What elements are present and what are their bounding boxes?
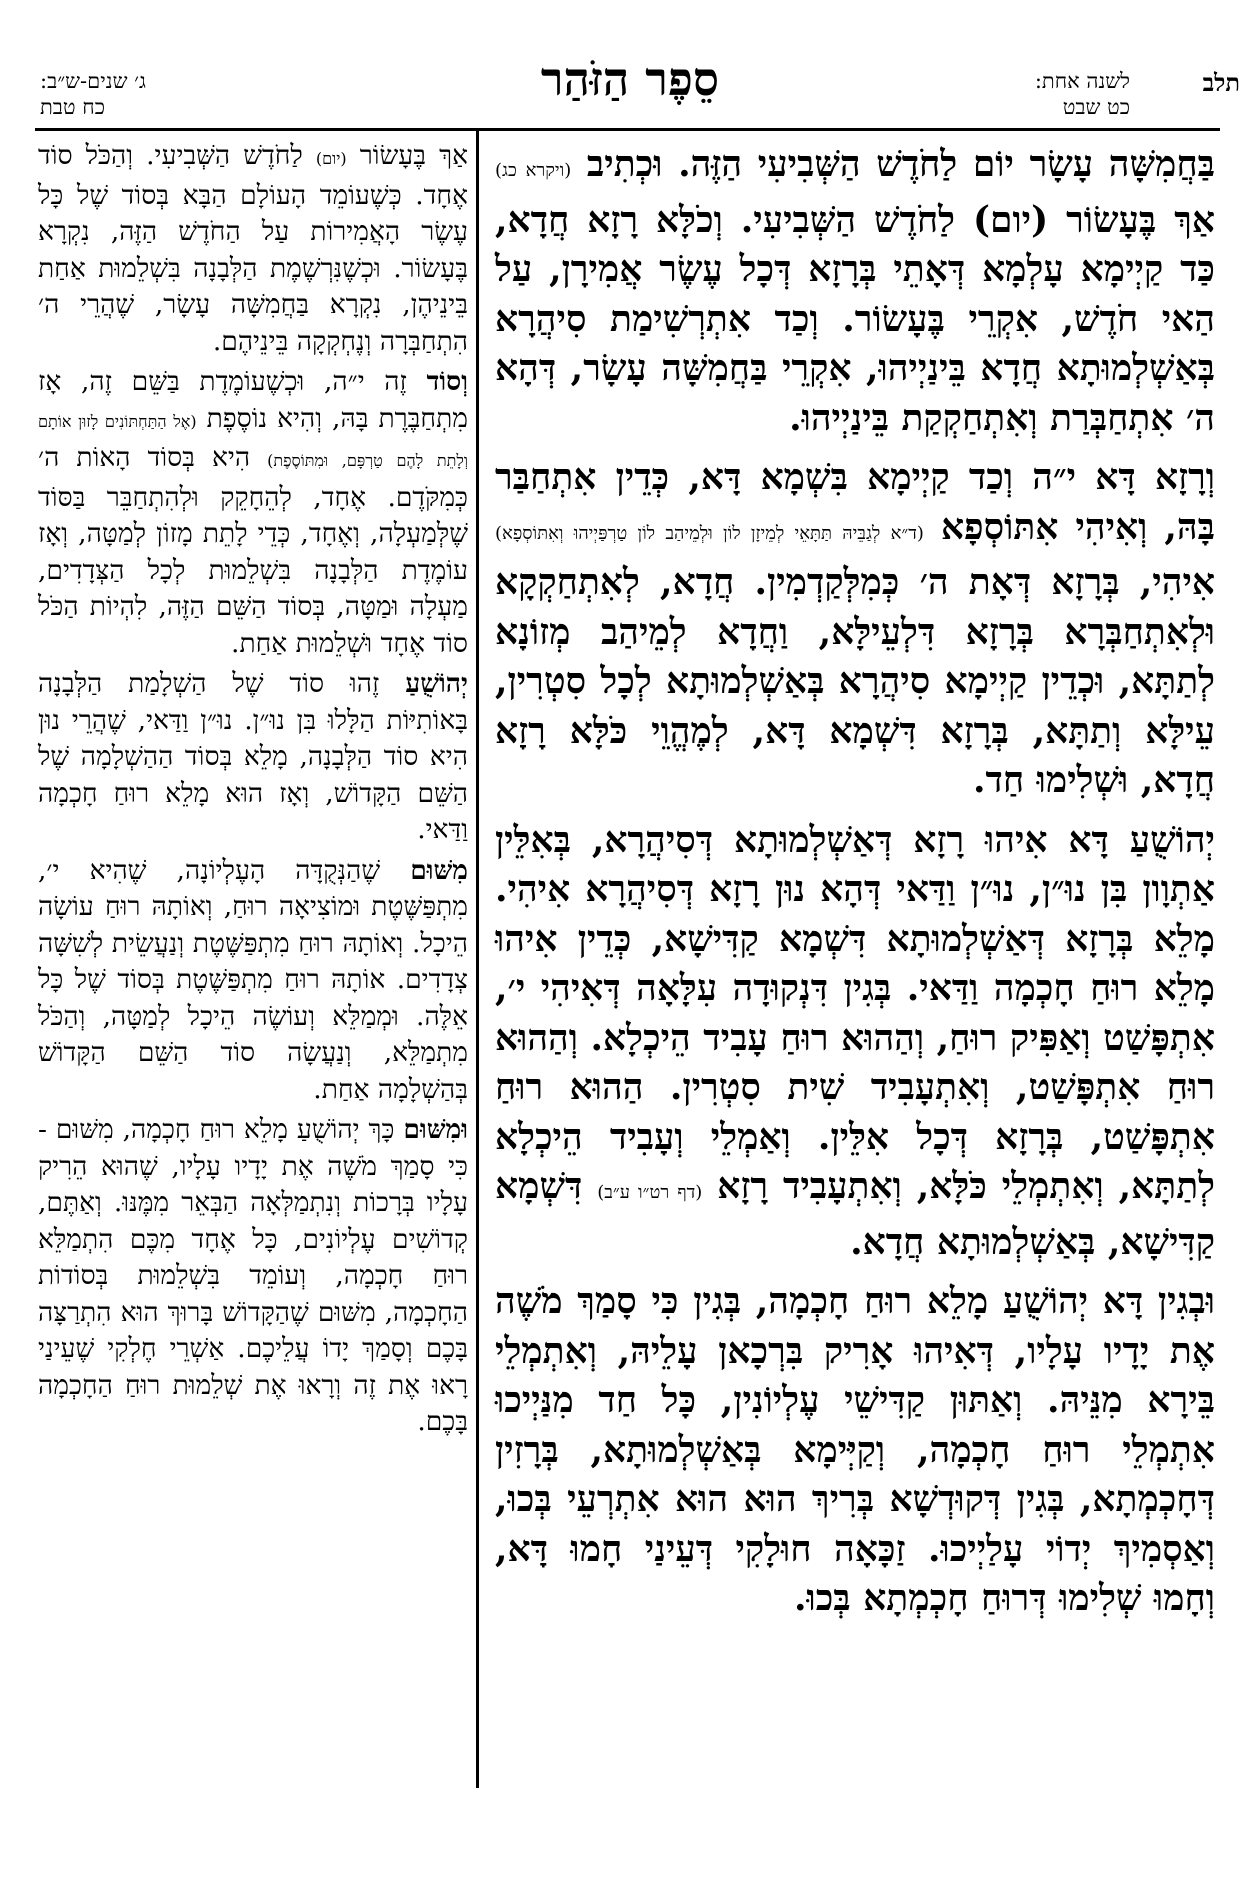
main-text-column	[495, 140, 1215, 1624]
main-paragraph	[495, 1277, 1215, 1624]
header-info-right	[40, 68, 240, 120]
translation-text: זֶהוּ סוֹד שֶׁל הַשְׁלָמַת הַלְּבָנָה בָּאוֹתִיּוֹת הַלָּלוּ בִּן נוּ״ן. נוּ״ן וַדַּאי, שֶׁהֲרֵי נוּן הִיא סוֹד הַלְּבָנָה, מָלֵא בְּסוֹד הַהַשְׁלָמָה שֶׁל הַשֵּׁם הַקָּדוֹשׁ, וְאָז הוּא מָלֵא רוּחַ חָכְמָה וַדַּאי.	[38, 668, 468, 845]
main-text: אִיהִי, בְּרָזָא דְּאָת ה׳ כְּמִלְּקַדְמִין. חֲדָא, לְאִתְחַקְקָא וּלְאִתְחַבְּרָא בְּרָזָא דִּלְעֵילָּא, וַחֲדָא לְמֵיהַב מְזוֹנָא לְתַתָּא, וּכְדֵין קַיְימָא סִיהֲרָא בְּאַשְׁלְמוּתָא לְכָל סִטְרִין, עֵילָּא וְתַתָּא, בְּרָזָא דִּשְׁמָא דָּא, לְמֶהֱוֵי כֹּלָּא רָזָא חֲדָא, וּשְׁלִימוּ חַד.	[495, 561, 1215, 801]
translation-column	[38, 138, 468, 1441]
translation-paragraph	[38, 666, 468, 849]
opening-word: וּמִשּׁוּם	[403, 1114, 468, 1145]
translation-text: כָּךְ יְהוֹשֻׁעַ מָלֵא רוּחַ חָכְמָה, מִשּׁוּם - כִּי סָמַךְ מֹשֶׁה אֶת יָדָיו עָלָיו, שֶׁהוּא הֵרִיק עָלָיו בְּרָכוֹת וְנִתְמַלְּאָה הַבְּאֵר מִמֶּנּוּ. וְאַתֶּם, קְדוֹשִׁים עֶלְיוֹנִים, כָּל אֶחָד מִכֶּם הִתְמַלֵּא רוּחַ חָכְמָה, וְעוֹמֵד בִּשְׁלֵמוּת בְּסוֹדוֹת הַחָכְמָה, מִשּׁוּם שֶׁהַקָּדוֹשׁ בָּרוּךְ הוּא הִתְרַצָּה בָּכֶם וְסָמַךְ יָדוֹ עֲלֵיכֶם. אַשְׁרֵי חֶלְקִי שֶׁעֵינַי רָאוּ אֶת זֶה וְרָאוּ אֶת שְׁלֵמוּת רוּחַ הַחָכְמָה בָּכֶם.	[38, 1114, 468, 1437]
header-info-left-line1: לשנה אחת:	[1034, 69, 1130, 93]
header-info-right-line1: ג׳ שנים-ש״ב:	[40, 69, 146, 93]
page-number: תלב	[1202, 68, 1240, 97]
translation-paragraph	[38, 853, 468, 1109]
header-info-right-line2: כח טבת	[40, 95, 105, 119]
alternate-reading: (ד״א לְגַבֵּיהּ תַּתָּאֵי לְמֵיזָן לוֹן וּלְמֵיהַב לוֹן טַרְפַּיְיהוּ וְאִתּוֹסְפָא)	[495, 522, 924, 544]
main-text: יְהוֹשֻׁעַ דָּא אִיהוּ רָזָא דְּאַשְׁלְמוּתָא דְּסִיהֲרָא, בְּאִלֵּין אַתְוָון בִּן נוּ״ן, נוּ״ן וַדַּאי דְּהָא נוּן רָזָא דְּסִיהֲרָא אִיהִי. מָלֵא בְּרָזָא דְּאַשְׁלְמוּתָא דִּשְׁמָא קַדִּישָׁא, כְּדֵין אִיהוּ מָלֵא רוּחַ חָכְמָה וַדַּאי. בְּגִין דִּנְקוּדָה עִלָּאָה דְּאִיהִי י׳, אִתְפָּשַׁט וְאַפִּיק רוּחַ, וְהַהוּא רוּחַ עָבִיד הֵיכְלָא. וְהַהוּא רוּחַ אִתְפָּשַׁט, וְאִתְעָבִיד שִׁית סִטְרִין. הַהוּא רוּחַ אִתְפָּשַׁט, בְּרָזָא דְּכָל אִלֵּין. וְאַמְלֵי וְעָבִיד הֵיכְלָא לְתַתָּא, וְאִתְמְלֵי כֹּלָּא, וְאִתְעָבִיד רָזָא	[495, 818, 1215, 1207]
translation-text: לַחֹדֶשׁ הַשְּׁבִיעִי. וְהַכֹּל סוֹד אֶחָד. כְּשֶׁעוֹמֵד הָעוֹלָם הַבָּא בְּסוֹד שֶׁל כָּל עֶשֶׂר הָאֲמִירוֹת עַל הַחֹדֶשׁ הַזֶּה, נִקְרָא בֶּעָשׂוֹר. וּכְשֶׁנִּרְשֶׁמֶת הַלְּבָנָה בִּשְׁלֵמוּת אַחַת בֵּינֵיהֶן, נִקְרָא בַּחֲמִשָּׁה עָשָׂר, שֶׁהֲרֵי ה׳ הִתְחַבְּרָה וְנֶחְקְקָה בֵּינֵיהֶם.	[38, 140, 468, 357]
main-paragraph	[495, 816, 1215, 1268]
opening-word: וְסוֹד	[426, 366, 468, 397]
main-paragraph	[495, 140, 1215, 443]
header-info-left	[990, 68, 1130, 120]
bracket-note: (אֶל הַתַּחְתּוֹנִים לָזוּן אוֹתָם וְלָתֵת לָהֶם טַרְפָּם, וּמִתּוֹסֶפֶת)	[38, 411, 468, 470]
column-divider	[476, 128, 479, 1788]
main-text: אַךְ בֶּעָשׂוֹר (יום) לַחֹדֶשׁ הַשְּׁבִיעִי. וְכֹלָּא רָזָא חֲדָא, כַּד קַיְימָא עָלְמָא דְּאָתֵי בְּרָזָא דְּכָל עֶשֶׂר אֲמִירָן, עַל הַאי חֹדֶשׁ, אִקְרֵי בֶּעָשׂוֹר. וְכַד אִתְרְשִׁימַת סִיהֲרָא בְּאַשְׁלְמוּתָא חֲדָא בֵּינַיְיהוּ, אִקְרֵי בַּחֲמִשָּׁה עָשָׂר, דְּהָא ה׳ אִתְחַבְּרַת וְאִתְחַקְקַת בֵּינַיְיהוּ.	[495, 198, 1215, 439]
translation-text: אַךְ בֶּעָשׂוֹר	[359, 140, 469, 171]
main-text: דִּשְׁמָא קַדִּישָׁא, בְּאַשְׁלְמוּתָא חֲדָא.	[495, 1165, 1215, 1263]
bracket-note: (יום)	[315, 149, 347, 168]
main-paragraph	[495, 453, 1215, 806]
page-title: סֵפֶר הַזֹּהַר	[540, 52, 720, 106]
source-reference: (ויקרא כג)	[495, 160, 572, 181]
translation-paragraph	[38, 138, 468, 360]
opening-word: מִשּׁוּם	[410, 854, 468, 886]
translation-paragraph	[38, 364, 468, 662]
main-text: וּבְגִין דָּא יְהוֹשֻׁעַ מָלֵא רוּחַ חָכְמָה, בְּגִין כִּי סָמַךְ מֹשֶׁה אֶת יָדָיו עָלָיו, דְּאִיהוּ אָרִיק בִּרְכָאן עָלֵיהּ, וְאִתְמְלֵי בֵּירָא מִנֵּיהּ. וְאַתּוּן קַדִּישֵׁי עֶלְיוֹנִין, כָּל חַד מִנַּיְיכוּ אִתְמְלֵי רוּחַ חָכְמָה, וְקַיְּימָא בְּאַשְׁלְמוּתָא, בְּרָזִין דְּחָכְמְתָא, בְּגִין דְּקוּדְשָׁא בְּרִיךְ הוּא הוּא אִתְרְעֵי בְּכוּ, וְאַסְמִיךְ יְדוֹי עָלַיְיכוּ. זַכָּאָה חוּלָקִי דְּעֵינַי חָמוּ דָּא, וְחָמוּ שְׁלִימוּ דְּרוּחַ חָכְמְתָא בְּכוּ.	[495, 1280, 1215, 1619]
main-text: וְרָזָא דָּא י״ה וְכַד קַיְימָא בִּשְׁמָא דָּא, כְּדֵין אִתְחַבַּר בָּהּ, וְאִיהִי אִתּוֹסְפָא	[495, 456, 1215, 548]
page-reference: (דף רט״ו ע״ב)	[597, 1182, 703, 1203]
translation-text: זֶה י״ה, וּכְשֶׁעוֹמֶדֶת בַּשֵּׁם זֶה, אָז מִתְחַבֶּרֶת בָּהּ, וְהִיא נוֹסֶפֶת	[38, 366, 468, 434]
translation-paragraph	[38, 1112, 468, 1441]
main-text: בַּחֲמִשָּׁה עָשָׂר יוֹם לַחֹדֶשׁ הַשְּׁבִיעִי הַזֶּה. וּכְתִיב	[586, 143, 1215, 185]
translation-text: שֶׁהַנְּקֻדָּה הָעֶלְיוֹנָה, שֶׁהִיא י׳, מִתְפַּשֶּׁטֶת וּמוֹצִיאָה רוּחַ, וְאוֹתָהּ רוּחַ עוֹשָׂה הֵיכָל. וְאוֹתָהּ רוּחַ מִתְפַּשֶּׁטֶת וְנַעֲשֵׂית לְשִׁשָּׁה צְדָדִים. אוֹתָהּ רוּחַ מִתְפַּשֶּׁטֶת בְּסוֹד שֶׁל כָּל אֵלֶּה. וּמְמַלֵּא וְעוֹשֶׂה הֵיכָל לְמַטָּה, וְהַכֹּל מִתְמַלֵּא, וְנַעֲשָׂה סוֹד הַשֵּׁם הַקָּדוֹשׁ בְּהַשְׁלָמָה אַחַת.	[38, 854, 468, 1105]
header-rule	[35, 128, 1220, 131]
translation-text: הִיא בְּסוֹד הָאוֹת ה׳ כְּמִקֹּדֶם. אֶחָד, לְהֵחָקֵק וּלְהִתְחַבֵּר בַּסּוֹד שֶׁלְּמַעְלָה, וְאֶחָד, כְּדֵי לָתֵת מָזוֹן לְמַטָּה, וְאָז עוֹמֶדֶת הַלְּבָנָה בִּשְׁלֵמוּת לְכָל הַצְּדָדִים, מַעְלָה וּמַטָּה, בְּסוֹד הַשֵּׁם הַזֶּה, לִהְיוֹת הַכֹּל סוֹד אֶחָד וּשְׁלֵמוּת אַחַת.	[38, 442, 468, 659]
header-info-left-line2: כט שבט	[1062, 95, 1130, 119]
opening-word: יְהוֹשֻׁעַ	[405, 668, 468, 699]
